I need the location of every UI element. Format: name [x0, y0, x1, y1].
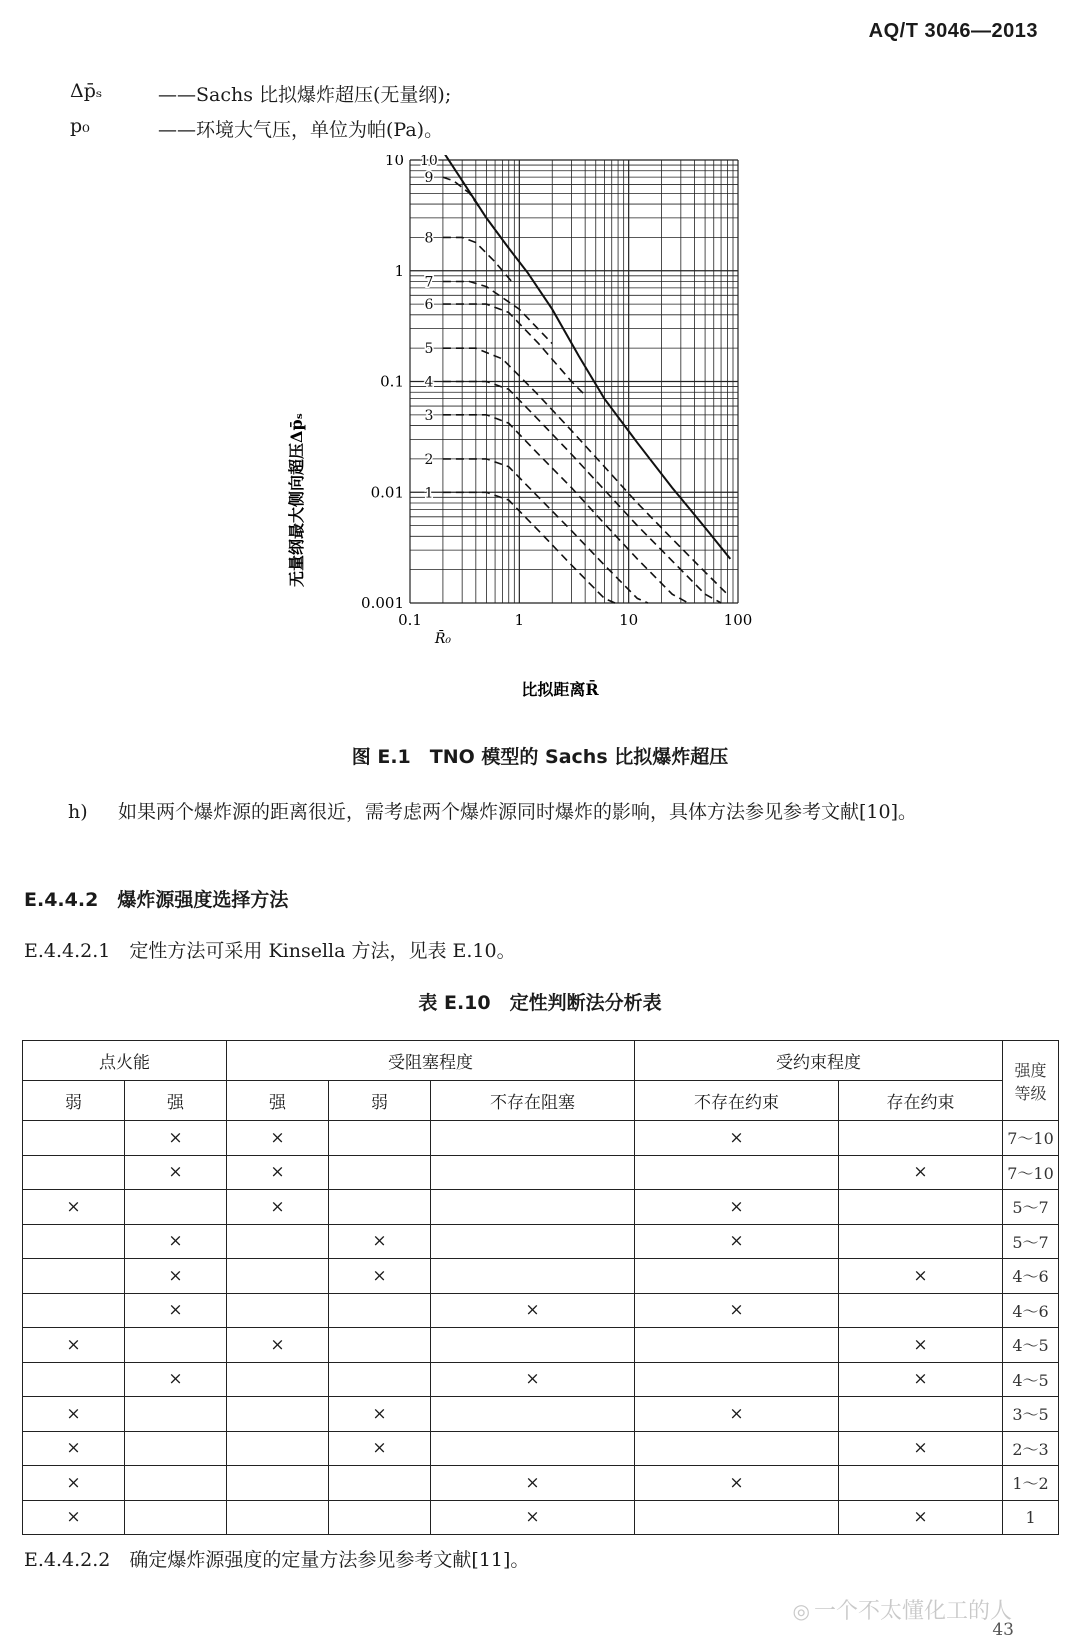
table-cell — [431, 1121, 635, 1156]
x-marker-r0: R̄₀ — [434, 631, 451, 647]
table-cell — [227, 1431, 329, 1466]
table-cell — [125, 1466, 227, 1501]
section-e44222-text: 确定爆炸源强度的定量方法参见参考文献[11]。 — [129, 1549, 530, 1571]
table-cell: × — [635, 1293, 839, 1328]
paragraph-h-tag: h) — [68, 801, 88, 823]
table-cell — [329, 1362, 431, 1397]
table-cell — [431, 1224, 635, 1259]
table-cell — [431, 1397, 635, 1432]
series-label-1: 1 — [424, 485, 434, 502]
table-cell: × — [329, 1224, 431, 1259]
header-strength-grade — [1003, 1041, 1059, 1121]
series-label-7: 7 — [424, 274, 434, 291]
chart-series — [443, 155, 730, 603]
table-cell: × — [23, 1190, 125, 1225]
symbol-delta-ps-description: ——Sachs 比拟爆炸超压(无量纲); — [158, 84, 452, 106]
paragraph-h — [68, 795, 1058, 829]
subheader-no-obstruction: 不存在阻塞 — [431, 1081, 635, 1121]
table-row — [23, 1500, 1059, 1535]
table-row — [23, 1259, 1059, 1294]
table-cell — [635, 1328, 839, 1363]
subheader-ignition-strong: 强 — [125, 1081, 227, 1121]
section-e44222-number: E.4.4.2.2 — [24, 1549, 111, 1571]
strength-grade-cell: 3～5 — [1003, 1397, 1059, 1432]
strength-grade-cell: 4～6 — [1003, 1293, 1059, 1328]
table-cell — [227, 1466, 329, 1501]
table-cell: × — [329, 1397, 431, 1432]
table-cell — [227, 1500, 329, 1535]
strength-grade-cell: 7～10 — [1003, 1155, 1059, 1190]
table-cell: × — [839, 1362, 1003, 1397]
table-row — [23, 1397, 1059, 1432]
symbol-delta-ps: Δp̄ₛ — [70, 80, 103, 102]
table-cell: × — [329, 1431, 431, 1466]
table-cell: × — [839, 1328, 1003, 1363]
chart-labels — [361, 155, 752, 647]
series-label-8: 8 — [424, 230, 434, 247]
series-label-9: 9 — [424, 170, 434, 187]
table-cell — [227, 1259, 329, 1294]
table-cell — [431, 1259, 635, 1294]
series-label-3: 3 — [424, 407, 434, 424]
table-cell: × — [431, 1500, 635, 1535]
analysis-table — [22, 1040, 1059, 1535]
y-tick-label: 1 — [394, 261, 404, 280]
series-line-1 — [443, 492, 615, 603]
table-cell — [329, 1328, 431, 1363]
table-cell: × — [635, 1224, 839, 1259]
watermark — [793, 1594, 1012, 1625]
table-cell: × — [23, 1431, 125, 1466]
table-cell: × — [839, 1431, 1003, 1466]
table-cell — [839, 1397, 1003, 1432]
table-row — [23, 1293, 1059, 1328]
y-tick-label: 0.01 — [370, 483, 404, 502]
table-cell — [431, 1190, 635, 1225]
table-cell: × — [839, 1155, 1003, 1190]
table-cell — [227, 1293, 329, 1328]
strength-grade-cell: 5～7 — [1003, 1190, 1059, 1225]
wechat-icon: ◎ — [792, 1599, 810, 1623]
table-cell — [227, 1224, 329, 1259]
y-tick-label: 0.1 — [380, 372, 404, 391]
table-cell — [23, 1121, 125, 1156]
table-cell — [329, 1293, 431, 1328]
symbol-p0-description: ——环境大气压，单位为帕(Pa)。 — [158, 119, 444, 141]
strength-grade-cell: 5～7 — [1003, 1224, 1059, 1259]
table-cell — [227, 1397, 329, 1432]
table-cell — [23, 1224, 125, 1259]
table-cell: × — [431, 1362, 635, 1397]
chart-x-axis-label: 比拟距离R̄ — [521, 680, 599, 699]
table-cell: × — [125, 1293, 227, 1328]
subheader-ignition-weak: 弱 — [23, 1081, 125, 1121]
section-e44221-number: E.4.4.2.1 — [24, 940, 111, 962]
section-e4422-number: E.4.4.2 — [24, 889, 99, 911]
table-row — [23, 1190, 1059, 1225]
table-row — [23, 1328, 1059, 1363]
table-cell: × — [125, 1155, 227, 1190]
table-cell: × — [125, 1224, 227, 1259]
figure-e1-chart — [270, 155, 810, 715]
chart-y-axis-label: 无量纲最大侧向超压Δp̄ₛ — [287, 413, 306, 587]
table-row — [23, 1466, 1059, 1501]
section-e44221-text: 定性方法可采用 Kinsella 方法，见表 E.10。 — [129, 940, 516, 962]
table-cell: × — [839, 1259, 1003, 1294]
table-body — [23, 1121, 1059, 1535]
table-cell — [431, 1328, 635, 1363]
series-line-7 — [443, 282, 552, 344]
table-cell: × — [635, 1121, 839, 1156]
header-confinement-degree: 受约束程度 — [635, 1041, 1003, 1081]
table-row — [23, 1431, 1059, 1466]
table-cell: × — [23, 1397, 125, 1432]
watermark-text: 一个不太懂化工的人 — [813, 1599, 1012, 1624]
series-label-6: 6 — [424, 297, 434, 314]
header-strength-grade-line2: 等级 — [1014, 1083, 1047, 1103]
table-cell — [635, 1259, 839, 1294]
table-cell — [125, 1190, 227, 1225]
table-cell — [839, 1466, 1003, 1501]
table-cell — [227, 1362, 329, 1397]
page-number: 43 — [992, 1620, 1014, 1640]
table-cell: × — [125, 1121, 227, 1156]
table-cell: × — [635, 1466, 839, 1501]
paragraph-h-text: 如果两个爆炸源的距离很近，需考虑两个爆炸源同时爆炸的影响，具体方法参见参考文献[10]。 — [118, 801, 918, 823]
table-cell — [635, 1500, 839, 1535]
figure-caption: 图 E.1 TNO 模型的 Sachs 比拟爆炸超压 — [351, 746, 729, 768]
strength-grade-cell: 4～5 — [1003, 1328, 1059, 1363]
table-cell: × — [839, 1500, 1003, 1535]
table-cell: × — [125, 1259, 227, 1294]
section-e44222 — [24, 1545, 529, 1572]
table-cell: × — [23, 1500, 125, 1535]
series-label-5: 5 — [424, 341, 434, 358]
x-tick-label: 10 — [619, 611, 639, 629]
table-cell — [23, 1293, 125, 1328]
header-obstruction-degree: 受阻塞程度 — [227, 1041, 635, 1081]
table-cell: × — [23, 1466, 125, 1501]
subheader-obstruction-strong: 强 — [227, 1081, 329, 1121]
table-caption: 表 E.10 定性判断法分析表 — [418, 992, 662, 1014]
table-cell — [839, 1224, 1003, 1259]
table-cell — [23, 1155, 125, 1190]
table-cell: × — [431, 1293, 635, 1328]
table-cell: × — [635, 1397, 839, 1432]
subheader-no-confinement: 不存在约束 — [635, 1081, 839, 1121]
table-cell — [635, 1431, 839, 1466]
strength-grade-cell: 1 — [1003, 1500, 1059, 1535]
section-e44221 — [24, 936, 516, 963]
series-line-3 — [443, 415, 688, 603]
table-row — [23, 1155, 1059, 1190]
strength-grade-cell: 4～5 — [1003, 1362, 1059, 1397]
table-cell: × — [227, 1190, 329, 1225]
table-cell: × — [635, 1190, 839, 1225]
table-cell — [125, 1431, 227, 1466]
header-ignition-energy: 点火能 — [23, 1041, 227, 1081]
table-cell — [125, 1328, 227, 1363]
header-strength-grade-line1: 强度 — [1014, 1060, 1047, 1080]
table-cell: × — [329, 1259, 431, 1294]
table-cell: × — [227, 1155, 329, 1190]
table-cell: × — [23, 1328, 125, 1363]
series-line-10 — [443, 155, 730, 559]
table-cell — [125, 1397, 227, 1432]
table-cell: × — [431, 1466, 635, 1501]
x-tick-label: 1 — [514, 611, 525, 629]
table-cell — [329, 1466, 431, 1501]
y-tick-label: 0.001 — [361, 594, 404, 612]
table-cell: × — [227, 1328, 329, 1363]
table-cell: × — [227, 1121, 329, 1156]
table-cell — [329, 1121, 431, 1156]
table-cell — [431, 1155, 635, 1190]
strength-grade-cell: 7～10 — [1003, 1121, 1059, 1156]
standard-number: AQ/T 3046—2013 — [868, 20, 1038, 42]
strength-grade-cell: 2～3 — [1003, 1431, 1059, 1466]
table-cell — [839, 1190, 1003, 1225]
strength-grade-cell: 4～6 — [1003, 1259, 1059, 1294]
strength-grade-cell: 1～2 — [1003, 1466, 1059, 1501]
table-cell — [635, 1362, 839, 1397]
symbol-p0: p₀ — [70, 115, 90, 137]
series-label-4: 4 — [424, 374, 434, 391]
table-cell — [329, 1155, 431, 1190]
series-line-8 — [443, 237, 514, 284]
table-cell: × — [125, 1362, 227, 1397]
table-cell — [839, 1121, 1003, 1156]
subheader-confinement: 存在约束 — [839, 1081, 1003, 1121]
table-cell — [431, 1431, 635, 1466]
table-cell — [23, 1259, 125, 1294]
table-row — [23, 1362, 1059, 1397]
series-label-10: 10 — [419, 155, 438, 169]
section-e4422-title: 爆炸源强度选择方法 — [117, 889, 289, 911]
table-row — [23, 1121, 1059, 1156]
table-cell — [329, 1500, 431, 1535]
series-label-2: 2 — [424, 451, 434, 468]
table-cell — [839, 1293, 1003, 1328]
subheader-obstruction-weak: 弱 — [329, 1081, 431, 1121]
x-tick-label: 100 — [723, 611, 753, 629]
table-cell — [125, 1500, 227, 1535]
table-row — [23, 1224, 1059, 1259]
table-cell — [635, 1155, 839, 1190]
table-cell — [329, 1190, 431, 1225]
table-cell — [23, 1362, 125, 1397]
section-e4422 — [24, 885, 288, 912]
x-tick-label: 0.1 — [398, 611, 422, 629]
y-tick-label: 10 — [384, 155, 404, 169]
